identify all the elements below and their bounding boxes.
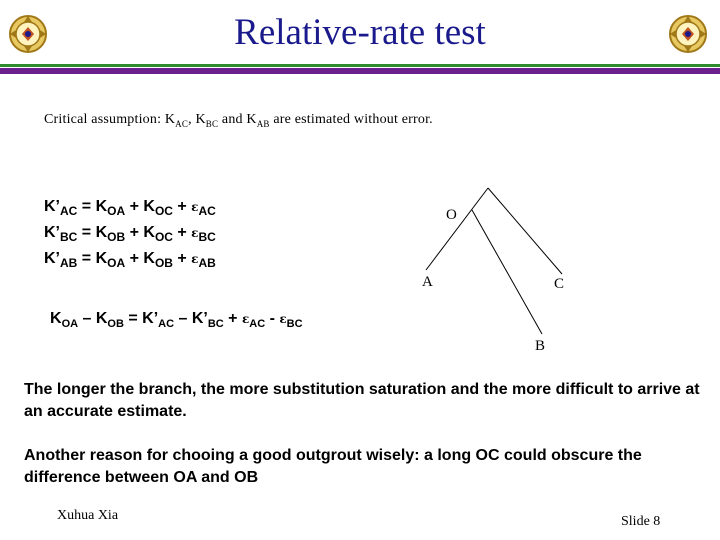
tree-leaf-c: C bbox=[554, 276, 565, 292]
tree-branch-root-c bbox=[488, 188, 562, 274]
paragraph-saturation: The longer the branch, the more substitution saturation and the more difficult to arrive at an accurate estimate. bbox=[24, 381, 700, 420]
equation-ab: $K’_{AB} = K_{OA} + K_{OB} + \varepsilon_{AB}$ bbox=[44, 250, 216, 271]
paragraph-outgroup: Another reason for chooing a good outgrout wisely: a long OC could obscure the difference between OA and OB bbox=[24, 447, 642, 486]
equation-bc: $K’_{BC} = K_{OB} + K_{OC} + \varepsilon_{BC}$ bbox=[44, 224, 216, 245]
equation-ac: $K’_{AC} = K_{OA} + K_{OC} + \varepsilon_{AC}$ bbox=[44, 198, 216, 219]
slide-number: Slide 8 bbox=[621, 514, 661, 529]
tree-node-o: O bbox=[446, 207, 457, 223]
tree-leaf-a: A bbox=[422, 274, 433, 290]
tree-leaf-b: B bbox=[535, 338, 546, 354]
tree-branch-b bbox=[472, 210, 542, 334]
footer-author: Xuhua Xia bbox=[57, 508, 119, 523]
tree-branch-root-a bbox=[426, 188, 488, 270]
critical-assumption: Critical assumption: $K_{AC}$, $K_{BC}$ and $K_{AB}$ are estimated without error. bbox=[44, 112, 433, 129]
difference-equation: $K_{OA} - K_{OB}$ = $K’_{AC}$ – $K’_{BC} + \varepsilon_{AC} - \varepsilon_{BC}$ bbox=[50, 310, 303, 331]
slide-title: Relative-rate test bbox=[234, 12, 486, 53]
